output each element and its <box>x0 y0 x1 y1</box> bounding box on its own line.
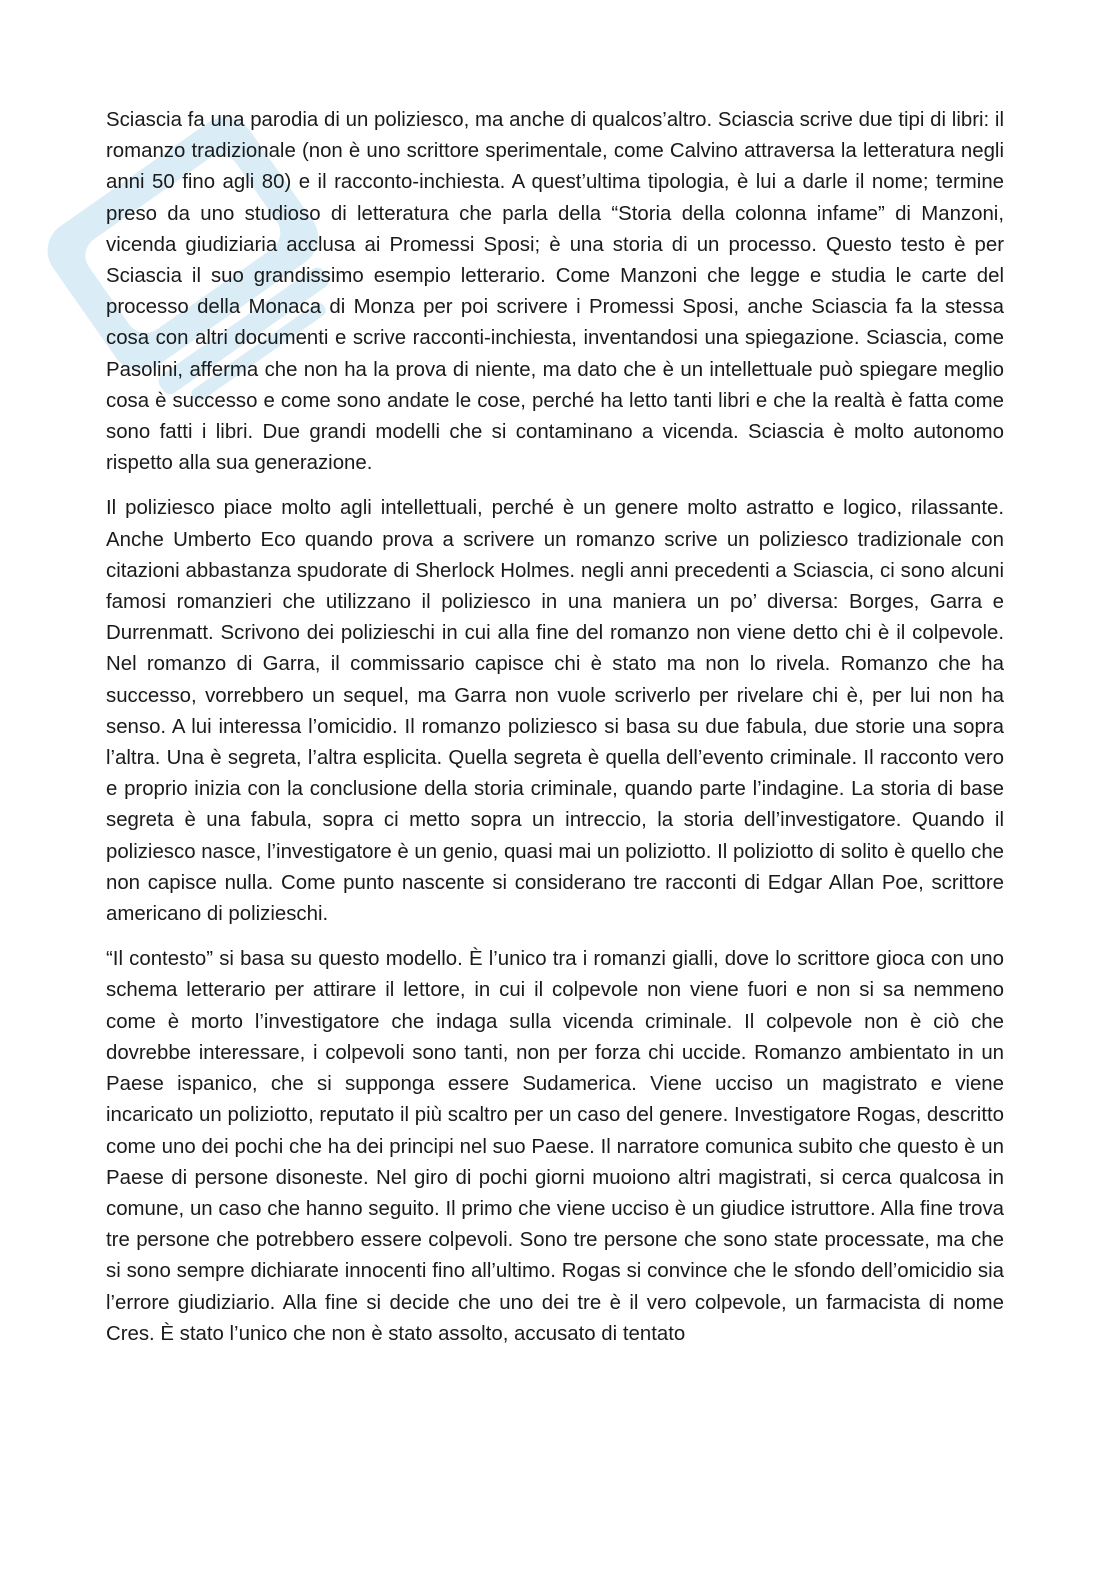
document-body <box>106 105 1004 1364</box>
paragraph-2: Il poliziesco piace molto agli intellettuali, perché è un genere molto astratto e logico, rilassante. Anche Umberto Eco quando prova a scrivere un romanzo scrive un poliziesco tradizionale con citazioni abbastanza spudorate di Sherlock Holmes. negli anni precedenti a Sciascia, ci sono alcuni famosi romanzieri che utilizzano il poliziesco in una maniera un po’ diversa: Borges, Garra e Durrenmatt. Scrivono dei polizieschi in cui alla fine del romanzo non viene detto chi è il colpevole. Nel romanzo di Garra, il commissario capisce chi è stato ma non lo rivela. Romanzo che ha successo, vorrebbero un sequel, ma Garra non vuole scriverlo per rivelare chi è, per lui non ha senso. A lui interessa l’omicidio. Il romanzo poliziesco si basa su due fabula, due storie una sopra l’altra. Una è segreta, l’altra esplicita. Quella segreta è quella dell’evento criminale. Il racconto vero e proprio inizia con la conclusione della storia criminale, quando parte l’indagine. La storia di base segreta è una fabula, sopra ci metto sopra un intreccio, la storia dell’investigatore. Quando il poliziesco nasce, l’investigatore è un genio, quasi mai un poliziotto. Il poliziotto di solito è quello che non capisce nulla. Come punto nascente si considerano tre racconti di Edgar Allan Poe, scrittore americano di polizieschi. <box>106 497 1004 926</box>
paragraph-3: “Il contesto” si basa su questo modello. È l’unico tra i romanzi gialli, dove lo scrittore gioca con uno schema letterario per attirare il lettore, in cui il colpevole non viene fuori e non si sa nemmeno come è morto l’investigatore che indaga sulla vicenda criminale. Il colpevole non è ciò che dovrebbe interessare, i colpevoli sono tanti, non per forza chi uccide. Romanzo ambientato in un Paese ispanico, che si supponga essere Sudamerica. Viene ucciso un magistrato e viene incaricato un poliziotto, reputato il più scaltro per un caso del genere. Investigatore Rogas, descritto come uno dei pochi che ha dei principi nel suo Paese. Il narratore comunica subito che questo è un Paese di persone disoneste. Nel giro di pochi giorni muoiono altri magistrati, si cerca qualcosa in comune, un caso che hanno seguito. Il primo che viene ucciso è un giudice istruttore. Alla fine trova tre persone che potrebbero essere colpevoli. Sono tre persone che sono state processate, ma che si sono sempre dichiarate innocenti fino all’ultimo. Rogas si convince che le sfondo dell’omicidio sia l’errore giudiziario. Alla fine si decide che uno dei tre è il vero colpevole, un farmacista di nome Cres. È stato l’unico che non è stato assolto, accusato di tentato <box>106 948 1004 1345</box>
paragraph-1: Sciascia fa una parodia di un poliziesco, ma anche di qualcos’altro. Sciascia scrive due tipi di libri: il romanzo tradizionale (non è uno scrittore sperimentale, come Calvino attraversa la letteratura negli anni 50 fino agli 80) e il racconto-inchiesta. A quest’ultima tipologia, è lui a darle il nome; termine preso da uno studioso di letteratura che parla della “Storia della colonna infame” di Manzoni, vicenda giudiziaria acclusa ai Promessi Sposi; è una storia di un processo. Questo testo è per Sciascia il suo grandissimo esempio letterario. Come Manzoni che legge e studia le carte del processo della Monaca di Monza per poi scrivere i Promessi Sposi, anche Sciascia fa la stessa cosa con altri documenti e scrive racconti-inchiesta, inventandosi una spiegazione. Sciascia, come Pasolini, afferma che non ha la prova di niente, ma dato che è un intellettuale può spiegare meglio cosa è successo e come sono andate le cose, perché ha letto tanti libri e che la realtà è fatta come sono fatti i libri. Due grandi modelli che si contaminano a vicenda. Sciascia è molto autonomo rispetto alla sua generazione. <box>106 109 1004 475</box>
